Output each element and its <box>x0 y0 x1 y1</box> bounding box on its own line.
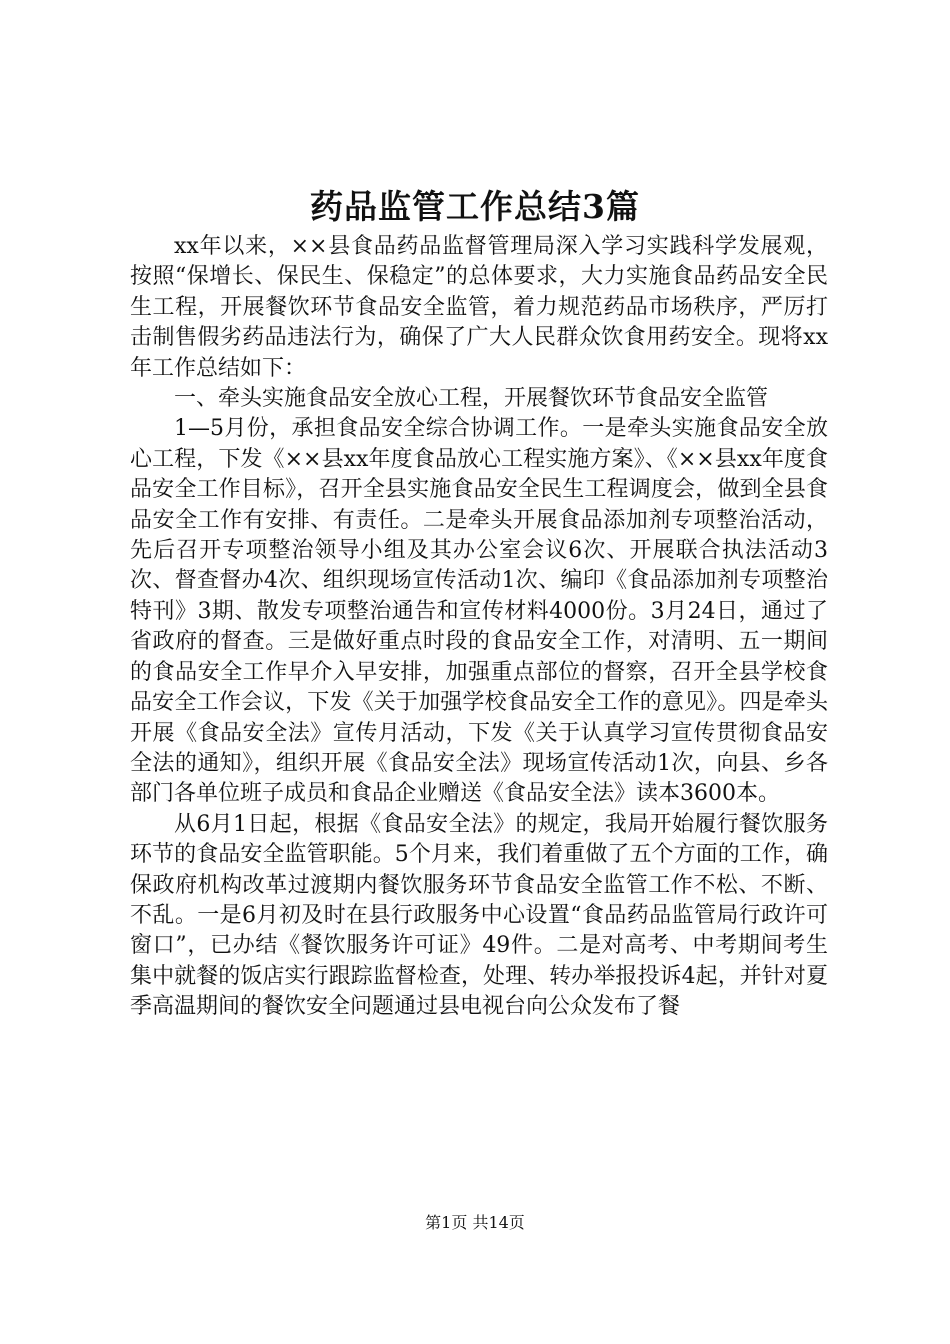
document-body <box>130 232 828 1023</box>
paragraph-catering-supervision: 从6月1日起，根据《食品安全法》的规定，我局开始履行餐饮服务环节的食品安全监管职能。5个月来，我们着重做了五个方面的工作，确保政府机构改革过渡期内餐饮服务环节食品安全监管工作不松、不断、不乱。一是6月初及时在县行政服务中心设置“食品药品监管局行政许可窗口”，已办结《餐饮服务许可证》49件。二是对高考、中考期间考生集中就餐的饭店实行跟踪监督检查，处理、转办举报投诉4起，并针对夏季高温期间的餐饮安全问题通过县电视台向公众发布了餐 <box>130 811 828 1020</box>
paragraph-section-heading: 一、牵头实施食品安全放心工程，开展餐饮环节食品安全监管 <box>174 386 769 412</box>
document-title: 药品监管工作总结3篇 <box>310 187 640 226</box>
page-number-footer: 第1页 共14页 <box>425 1213 525 1232</box>
paragraph-intro: xx年以来，××县食品药品监督管理局深入学习实践科学发展观，按照“保增长、保民生、保稳定”的总体要求，大力实施食品药品安全民生工程，开展餐饮环节食品安全监管，着力规范药品市场秩序，严厉打击制售假劣药品违法行为，确保了广大人民群众饮食用药安全。现将xx年工作总结如下： <box>130 234 828 381</box>
paragraph-food-safety-coordination: 1—5月份，承担食品安全综合协调工作。一是牵头实施食品安全放心工程，下发《××县xx年度食品放心工程实施方案》、《××县xx年度食品安全工作目标》，召开全县实施食品安全民生工程调度会，做到全县食品安全工作有安排、有责任。二是牵头开展食品添加剂专项整治活动，先后召开专项整治领导小组及其办公室会议6次、开展联合执法活动3次、督查督办4次、组织现场宣传活动1次、编印《食品添加剂专项整治特刊》3期、散发专项整治通告和宣传材料4000份。3月24日，通过了省政府的督查。三是做好重点时段的食品安全工作，对清明、五一期间的食品安全工作早介入早安排，加强重点部位的督察，召开全县学校食品安全工作会议，下发《关于加强学校食品安全工作的意见》。四是牵头开展《食品安全法》宣传月活动，下发《关于认真学习宣传贯彻食品安全法的通知》，组织开展《食品安全法》现场宣传活动1次，向县、乡各部门各单位班子成员和食品企业赠送《食品安全法》读本3600本。 <box>130 416 828 807</box>
